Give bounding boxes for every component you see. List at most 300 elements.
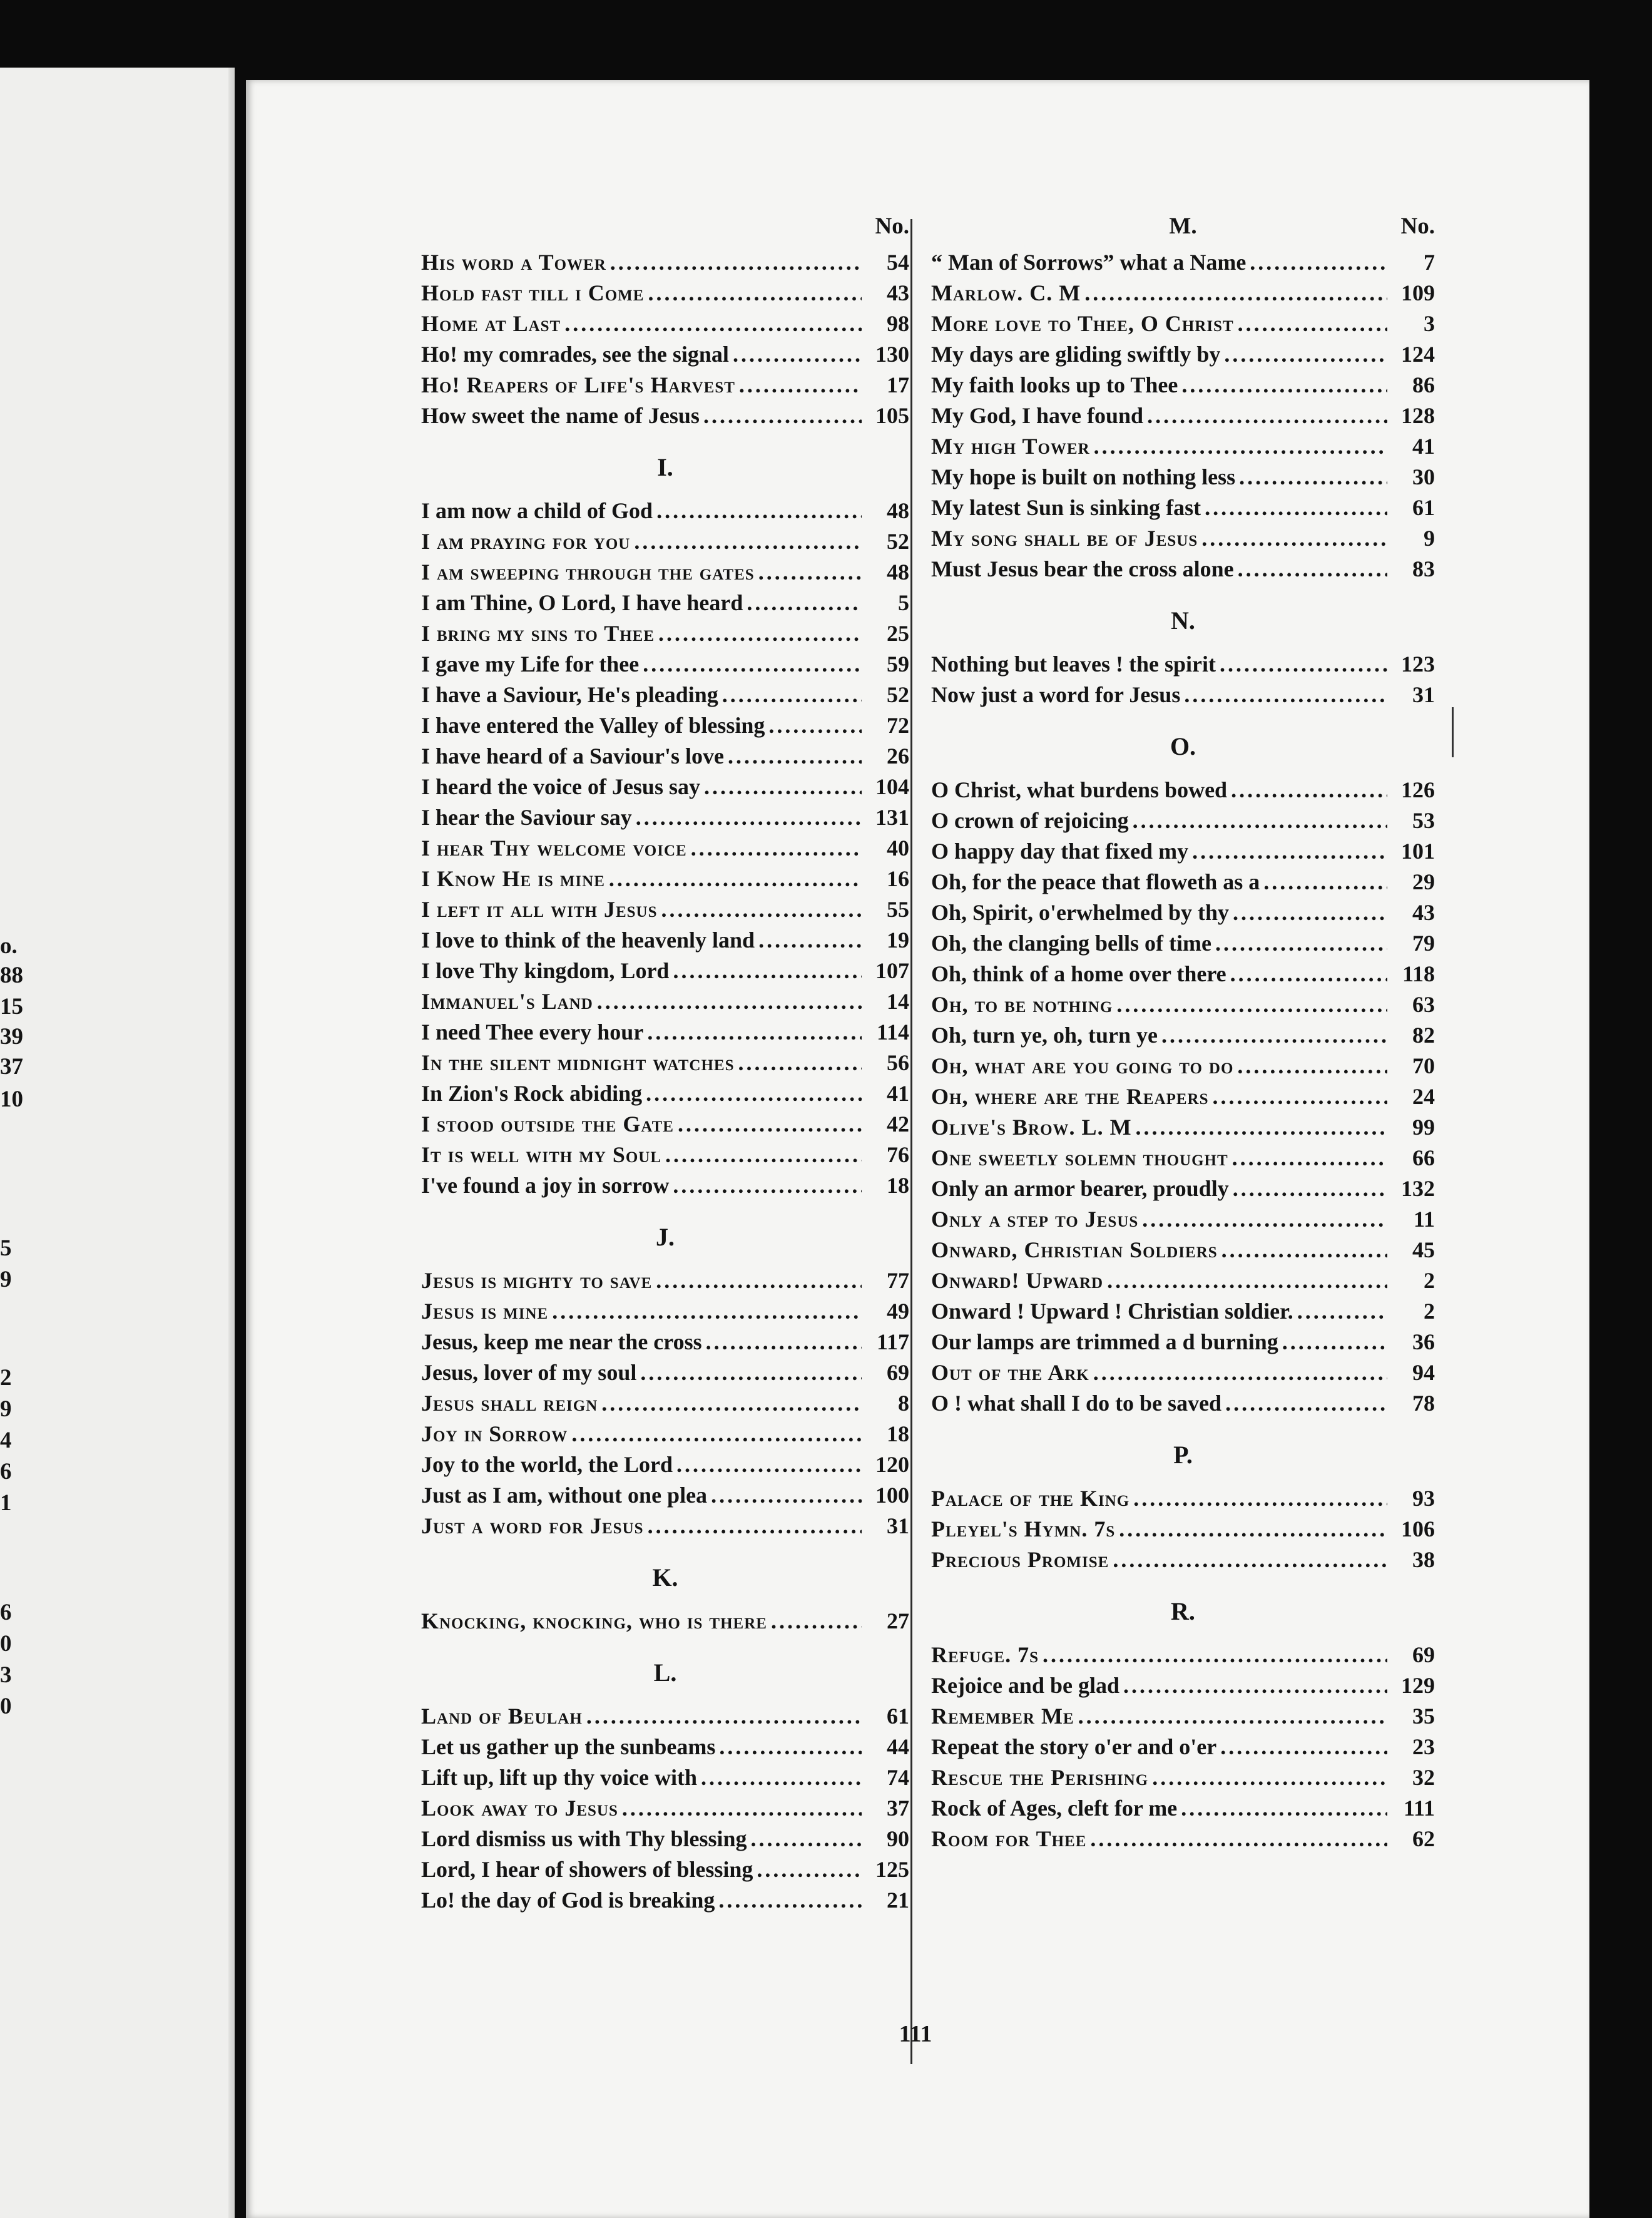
facing-page-number: 39 [0, 1024, 23, 1050]
hymn-title: Oh, for the peace that floweth as a [931, 869, 1260, 894]
hymn-title: How sweet the name of Jesus [421, 403, 700, 428]
hymn-number: 31 [887, 1513, 909, 1538]
hymn-number: 66 [1412, 1145, 1435, 1170]
hymn-number: 123 [1401, 652, 1435, 677]
leader-dots [1201, 523, 1387, 554]
hymn-title: I have a Saviour, He's pleading [421, 682, 718, 707]
leader-dots [719, 1732, 862, 1762]
hymn-number: 93 [1412, 1486, 1435, 1511]
leader-dots [609, 864, 862, 894]
hymn-number: 43 [1412, 900, 1435, 925]
index-entry [421, 557, 909, 588]
hymn-number: 26 [887, 744, 909, 769]
leader-dots [1238, 309, 1387, 339]
index-entry [421, 1140, 909, 1170]
hymn-title: Immanuel's Land [421, 989, 593, 1014]
hymn-number: 117 [876, 1329, 909, 1354]
hymn-title: In Zion's Rock abiding [421, 1081, 643, 1106]
section-letter: P. [1173, 1441, 1193, 1469]
leader-dots [673, 956, 862, 986]
hymn-title: Oh, to be nothing [931, 992, 1113, 1017]
leader-dots [1184, 680, 1387, 710]
hymn-title: Just as I am, without one plea [421, 1483, 708, 1508]
hymn-title: Marlow. C. M [931, 280, 1081, 305]
hymn-number: 106 [1401, 1516, 1435, 1541]
index-entry [931, 1020, 1435, 1051]
leader-dots [1142, 1204, 1387, 1235]
leader-dots [1136, 1112, 1387, 1143]
hymn-title: O happy day that fixed my [931, 839, 1189, 864]
leader-dots [711, 1480, 862, 1511]
hymn-number: 53 [1412, 808, 1435, 833]
hymn-number: 72 [887, 713, 909, 738]
hymn-title: I heard the voice of Jesus say [421, 774, 700, 799]
leader-dots [610, 247, 862, 278]
index-entry [931, 1514, 1435, 1545]
hymn-title: I stood outside the Gate [421, 1112, 674, 1137]
index-entry [931, 493, 1435, 523]
index-entry [931, 1327, 1435, 1357]
leader-dots [1116, 989, 1387, 1020]
hymn-number: 35 [1412, 1704, 1435, 1729]
hymn-title: Lift up, lift up thy voice with [421, 1765, 698, 1790]
hymn-title: Out of the Ark [931, 1360, 1089, 1385]
hymn-number: 99 [1412, 1115, 1435, 1140]
hymn-number: 114 [876, 1020, 909, 1045]
index-entry [421, 1388, 909, 1419]
index-entry [421, 925, 909, 956]
leader-dots [739, 370, 862, 401]
section-letter: L. [653, 1658, 677, 1687]
hymn-number: 9 [1424, 526, 1435, 551]
index-entry [931, 989, 1435, 1020]
hymn-title: “ Man of Sorrows” what a Name [931, 250, 1247, 275]
index-entry [931, 339, 1435, 370]
leader-dots [1113, 1545, 1387, 1575]
hymn-title: Jesus shall reign [421, 1391, 598, 1416]
hymn-title: Nothing but leaves ! the spirit [931, 652, 1216, 677]
hymn-number: 94 [1412, 1360, 1435, 1385]
index-entry [421, 894, 909, 925]
leader-dots [1282, 1327, 1387, 1357]
leader-dots [1239, 462, 1387, 493]
index-entry [931, 1640, 1435, 1670]
leader-dots [1123, 1670, 1387, 1701]
hymn-title: Only a step to Jesus [931, 1207, 1139, 1232]
hymn-number: 55 [887, 897, 909, 922]
hymn-number: 18 [887, 1173, 909, 1198]
leader-dots [1213, 1081, 1387, 1112]
hymn-number: 90 [887, 1826, 909, 1851]
index-entry [931, 1173, 1435, 1204]
page-number: 111 [899, 2021, 932, 2047]
hymn-title: Rejoice and be glad [931, 1673, 1119, 1698]
section-letter: R. [1171, 1597, 1195, 1625]
hymn-number: 79 [1412, 931, 1435, 956]
facing-page-number: o. [0, 933, 18, 959]
hymn-title: O Christ, what burdens bowed [931, 777, 1228, 802]
leader-dots [1133, 805, 1387, 836]
hymn-title: Oh, the clanging bells of time [931, 931, 1211, 956]
hymn-title: My song shall be of Jesus [931, 526, 1198, 551]
hymn-number: 3 [1424, 311, 1435, 336]
facing-page-number: 1 [0, 1490, 12, 1516]
hymn-number: 107 [875, 958, 909, 983]
hymn-title: Rock of Ages, cleft for me [931, 1796, 1178, 1821]
hymn-number: 38 [1412, 1547, 1435, 1572]
index-entry [931, 278, 1435, 309]
index-entry [421, 526, 909, 557]
hymn-number: 49 [887, 1299, 909, 1324]
hymn-title: It is well with my Soul [421, 1142, 662, 1167]
hymn-number: 41 [1412, 434, 1435, 459]
index-entry [931, 247, 1435, 278]
hymn-title: O crown of rejoicing [931, 808, 1129, 833]
index-entry [931, 680, 1435, 710]
leader-dots [634, 526, 862, 557]
index-entry [931, 1143, 1435, 1173]
hymn-number: 2 [1424, 1268, 1435, 1293]
leader-dots [622, 1793, 862, 1824]
leader-dots [1094, 431, 1387, 462]
hymn-title: I gave my Life for thee [421, 652, 640, 677]
hymn-title: My hope is built on nothing less [931, 464, 1236, 489]
hymn-number: 63 [1412, 992, 1435, 1017]
leader-dots [1192, 836, 1387, 867]
leader-dots [1233, 1173, 1387, 1204]
hymn-title: Only an armor bearer, proudly [931, 1176, 1229, 1201]
index-entry [421, 588, 909, 618]
section-letter: I. [657, 453, 673, 481]
hymn-title: Lo! the day of God is breaking [421, 1888, 715, 1913]
hymn-number: 125 [875, 1857, 909, 1882]
hymn-title: Olive's Brow. L. M [931, 1115, 1132, 1140]
hymn-number: 48 [887, 498, 909, 523]
hymn-title: Jesus is mine [421, 1299, 549, 1324]
hymn-number: 101 [1401, 839, 1435, 864]
hymn-number: 8 [898, 1391, 909, 1416]
hymn-title: Pleyel's Hymn. 7s [931, 1516, 1116, 1541]
hymn-title: Land of Beulah [421, 1704, 583, 1729]
leader-dots [722, 680, 862, 710]
index-entry [931, 775, 1435, 805]
hymn-title: Lord, I hear of showers of blessing [421, 1857, 753, 1882]
leader-dots [640, 1357, 862, 1388]
facing-page-number: 15 [0, 994, 23, 1020]
index-entry [421, 864, 909, 894]
leader-dots [1181, 370, 1387, 401]
hymn-number: 132 [1401, 1176, 1435, 1201]
index-page [246, 80, 1589, 2218]
hymn-number: 32 [1412, 1765, 1435, 1790]
leader-dots [1237, 1051, 1387, 1081]
hymn-title: I am now a child of God [421, 498, 653, 523]
leader-dots [647, 1017, 862, 1048]
hymn-number: 69 [1412, 1642, 1435, 1667]
hymn-title: My faith looks up to Thee [931, 372, 1178, 397]
hymn-title: Hold fast till i Come [421, 280, 645, 305]
leader-dots [656, 1265, 862, 1296]
leader-dots [1297, 1296, 1387, 1327]
section-letter: K. [652, 1563, 678, 1592]
hymn-title: Oh, what are you going to do [931, 1053, 1234, 1078]
hymn-title: I need Thee every hour [421, 1020, 644, 1045]
leader-dots [1093, 1357, 1387, 1388]
leader-dots [738, 1048, 862, 1078]
hymn-title: I bring my sins to Thee [421, 621, 655, 646]
hymn-title: I hear Thy welcome voice [421, 836, 687, 861]
index-entry [931, 1793, 1435, 1824]
leader-dots [1221, 1235, 1387, 1265]
hymn-title: Oh, turn ye, oh, turn ye [931, 1023, 1158, 1048]
hymn-title: My latest Sun is sinking fast [931, 495, 1201, 520]
hymn-title: I left it all with Jesus [421, 897, 658, 922]
hymn-number: 36 [1412, 1329, 1435, 1354]
hymn-title: Remember Me [931, 1704, 1074, 1729]
facing-page-number: 9 [0, 1267, 12, 1292]
facing-page-number: 88 [0, 963, 23, 988]
facing-page-number: 10 [0, 1086, 23, 1112]
hymn-title: Joy to the world, the Lord [421, 1452, 673, 1477]
hymn-number: 29 [1412, 869, 1435, 894]
hymn-number: 70 [1412, 1053, 1435, 1078]
hymn-number: 19 [887, 928, 909, 953]
hymn-number: 24 [1412, 1084, 1435, 1109]
hymn-number: 16 [887, 866, 909, 891]
hymn-title: My days are gliding swiftly by [931, 342, 1221, 367]
leader-dots [1090, 1824, 1387, 1854]
hymn-number: 17 [887, 372, 909, 397]
index-entry [931, 1051, 1435, 1081]
leader-dots [1043, 1640, 1387, 1670]
facing-page [0, 68, 235, 2218]
leader-dots [648, 1511, 862, 1541]
section-letter: M. [1169, 213, 1197, 239]
leader-dots [564, 309, 862, 339]
index-entry [931, 1235, 1435, 1265]
section-letter: N. [1171, 606, 1195, 635]
leader-dots [665, 1140, 862, 1170]
facing-page-number: 6 [0, 1600, 12, 1625]
leader-dots [1181, 1793, 1387, 1824]
hymn-number: 86 [1412, 372, 1435, 397]
leader-dots [1225, 1388, 1387, 1419]
hymn-number: 83 [1412, 556, 1435, 581]
index-entry [931, 1732, 1435, 1762]
index-entry [421, 1170, 909, 1201]
leader-dots [701, 1762, 862, 1793]
hymn-number: 59 [887, 652, 909, 677]
leader-dots [1263, 867, 1387, 897]
hymn-title: Jesus is mighty to save [421, 1268, 653, 1293]
index-entry [421, 741, 909, 772]
hymn-title: I've found a joy in sorrow [421, 1173, 670, 1198]
hymn-number: 82 [1412, 1023, 1435, 1048]
hymn-title: Refuge. 7s [931, 1642, 1039, 1667]
column-header [931, 213, 1435, 247]
hymn-number: 105 [875, 403, 909, 428]
leader-dots [703, 401, 862, 431]
index-entry [421, 1885, 909, 1916]
leader-dots [1250, 247, 1387, 278]
index-entry [931, 1545, 1435, 1575]
index-entry [421, 956, 909, 986]
leader-dots [673, 1170, 862, 1201]
hymn-number: 2 [1424, 1299, 1435, 1324]
hymn-number: 109 [1401, 280, 1435, 305]
index-entry [421, 370, 909, 401]
hymn-title: O ! what shall I do to be saved [931, 1391, 1222, 1416]
hymn-title: Repeat the story o'er and o'er [931, 1734, 1217, 1759]
hymn-title: Onward ! Upward ! Christian soldier. [931, 1299, 1293, 1324]
facing-page-number: 37 [0, 1054, 23, 1080]
index-entry [931, 1296, 1435, 1327]
index-entry [931, 836, 1435, 867]
index-entry [421, 833, 909, 864]
leader-dots [704, 772, 862, 802]
index-entry [931, 523, 1435, 554]
index-entry [421, 1078, 909, 1109]
index-entry [931, 1483, 1435, 1514]
index-entry [421, 309, 909, 339]
leader-dots [1230, 959, 1387, 989]
leader-dots [601, 1388, 862, 1419]
facing-page-number: 5 [0, 1235, 12, 1261]
leader-dots [648, 278, 862, 309]
index-entry [931, 867, 1435, 897]
leader-dots [758, 557, 862, 588]
hymn-number: 43 [887, 280, 909, 305]
hymn-title: Ho! Reapers of Life's Harvest [421, 372, 735, 397]
index-entry [931, 462, 1435, 493]
index-entry [421, 1265, 909, 1296]
index-entry [421, 1824, 909, 1854]
hymn-title: Ho! my comrades, see the signal [421, 342, 729, 367]
hymn-title: Jesus, lover of my soul [421, 1360, 637, 1385]
index-entry [931, 1762, 1435, 1793]
index-entry [421, 1357, 909, 1388]
leader-dots [1220, 649, 1387, 680]
index-entry [421, 1296, 909, 1327]
leader-dots [1152, 1762, 1387, 1793]
hymn-title: Rescue the Perishing [931, 1765, 1149, 1790]
hymn-number: 62 [1412, 1826, 1435, 1851]
index-entry [421, 1480, 909, 1511]
hymn-number: 77 [887, 1268, 909, 1293]
leader-dots [1232, 1143, 1387, 1173]
index-entry [931, 1701, 1435, 1732]
index-entry [421, 247, 909, 278]
hymn-number: 27 [887, 1608, 909, 1633]
leader-dots [658, 618, 862, 649]
leader-dots [1238, 554, 1387, 585]
index-entry [421, 401, 909, 431]
hymn-number: 52 [887, 682, 909, 707]
number-header: No. [1400, 213, 1435, 239]
hymn-number: 31 [1412, 682, 1435, 707]
hymn-number: 128 [1401, 403, 1435, 428]
section-letter: J. [656, 1223, 675, 1251]
hymn-title: Oh, think of a home over there [931, 961, 1226, 986]
hymn-title: Oh, Spirit, o'erwhelmed by thy [931, 900, 1230, 925]
index-entry [931, 1357, 1435, 1388]
index-entry [931, 1824, 1435, 1854]
hymn-title: I have heard of a Saviour's love [421, 744, 725, 769]
index-entry [931, 370, 1435, 401]
leader-dots [757, 1854, 862, 1885]
facing-page-number: 3 [0, 1662, 12, 1688]
hymn-number: 45 [1412, 1237, 1435, 1262]
hymn-number: 54 [887, 250, 909, 275]
hymn-number: 61 [1412, 495, 1435, 520]
index-column-left [421, 213, 909, 1916]
hymn-title: I have entered the Valley of blessing [421, 713, 765, 738]
hymn-number: 25 [887, 621, 909, 646]
leader-dots [636, 802, 862, 833]
index-entry [421, 1606, 909, 1637]
hymn-number: 104 [875, 774, 909, 799]
hymn-title: Our lamps are trimmed a d burning [931, 1329, 1278, 1354]
leader-dots [747, 588, 862, 618]
index-entry [931, 1388, 1435, 1419]
index-entry [421, 1762, 909, 1793]
hymn-number: 76 [887, 1142, 909, 1167]
hymn-number: 40 [887, 836, 909, 861]
number-header: No. [875, 213, 909, 239]
leader-dots [728, 741, 862, 772]
leader-dots [1107, 1265, 1387, 1296]
index-column-right [931, 213, 1435, 1854]
index-entry [931, 401, 1435, 431]
hymn-number: 21 [887, 1888, 909, 1913]
facing-page-number: 9 [0, 1396, 12, 1422]
index-entry [931, 959, 1435, 989]
hymn-title: Oh, where are the Reapers [931, 1084, 1209, 1109]
facing-page-number-fragments [0, 68, 235, 2218]
hymn-title: Precious Promise [931, 1547, 1109, 1572]
leader-dots [1233, 897, 1387, 928]
leader-dots [1119, 1514, 1387, 1545]
index-entry [421, 339, 909, 370]
hymn-number: 30 [1412, 464, 1435, 489]
hymn-number: 124 [1401, 342, 1435, 367]
index-entry [931, 897, 1435, 928]
leader-dots [1133, 1483, 1387, 1514]
index-entry [931, 1204, 1435, 1235]
index-entry [421, 1327, 909, 1357]
index-entry [931, 1265, 1435, 1296]
index-entry [421, 1511, 909, 1541]
facing-page-number: 0 [0, 1631, 12, 1657]
hymn-title: Just a word for Jesus [421, 1513, 644, 1538]
hymn-title: I love Thy kingdom, Lord [421, 958, 670, 983]
leader-dots [771, 1606, 862, 1637]
hymn-title: Knocking, knocking, who is there [421, 1608, 767, 1633]
hymn-number: 42 [887, 1112, 909, 1137]
hymn-title: I love to think of the heavenly land [421, 928, 755, 953]
index-entry [421, 1854, 909, 1885]
index-entry [421, 1732, 909, 1762]
leader-dots [1205, 493, 1387, 523]
leader-dots [1161, 1020, 1387, 1051]
index-entry [421, 802, 909, 833]
leader-dots [706, 1327, 862, 1357]
facing-page-number: 6 [0, 1459, 12, 1485]
hymn-number: 11 [1413, 1207, 1435, 1232]
leader-dots [646, 1078, 862, 1109]
index-entry [931, 1112, 1435, 1143]
index-entry [421, 1419, 909, 1449]
